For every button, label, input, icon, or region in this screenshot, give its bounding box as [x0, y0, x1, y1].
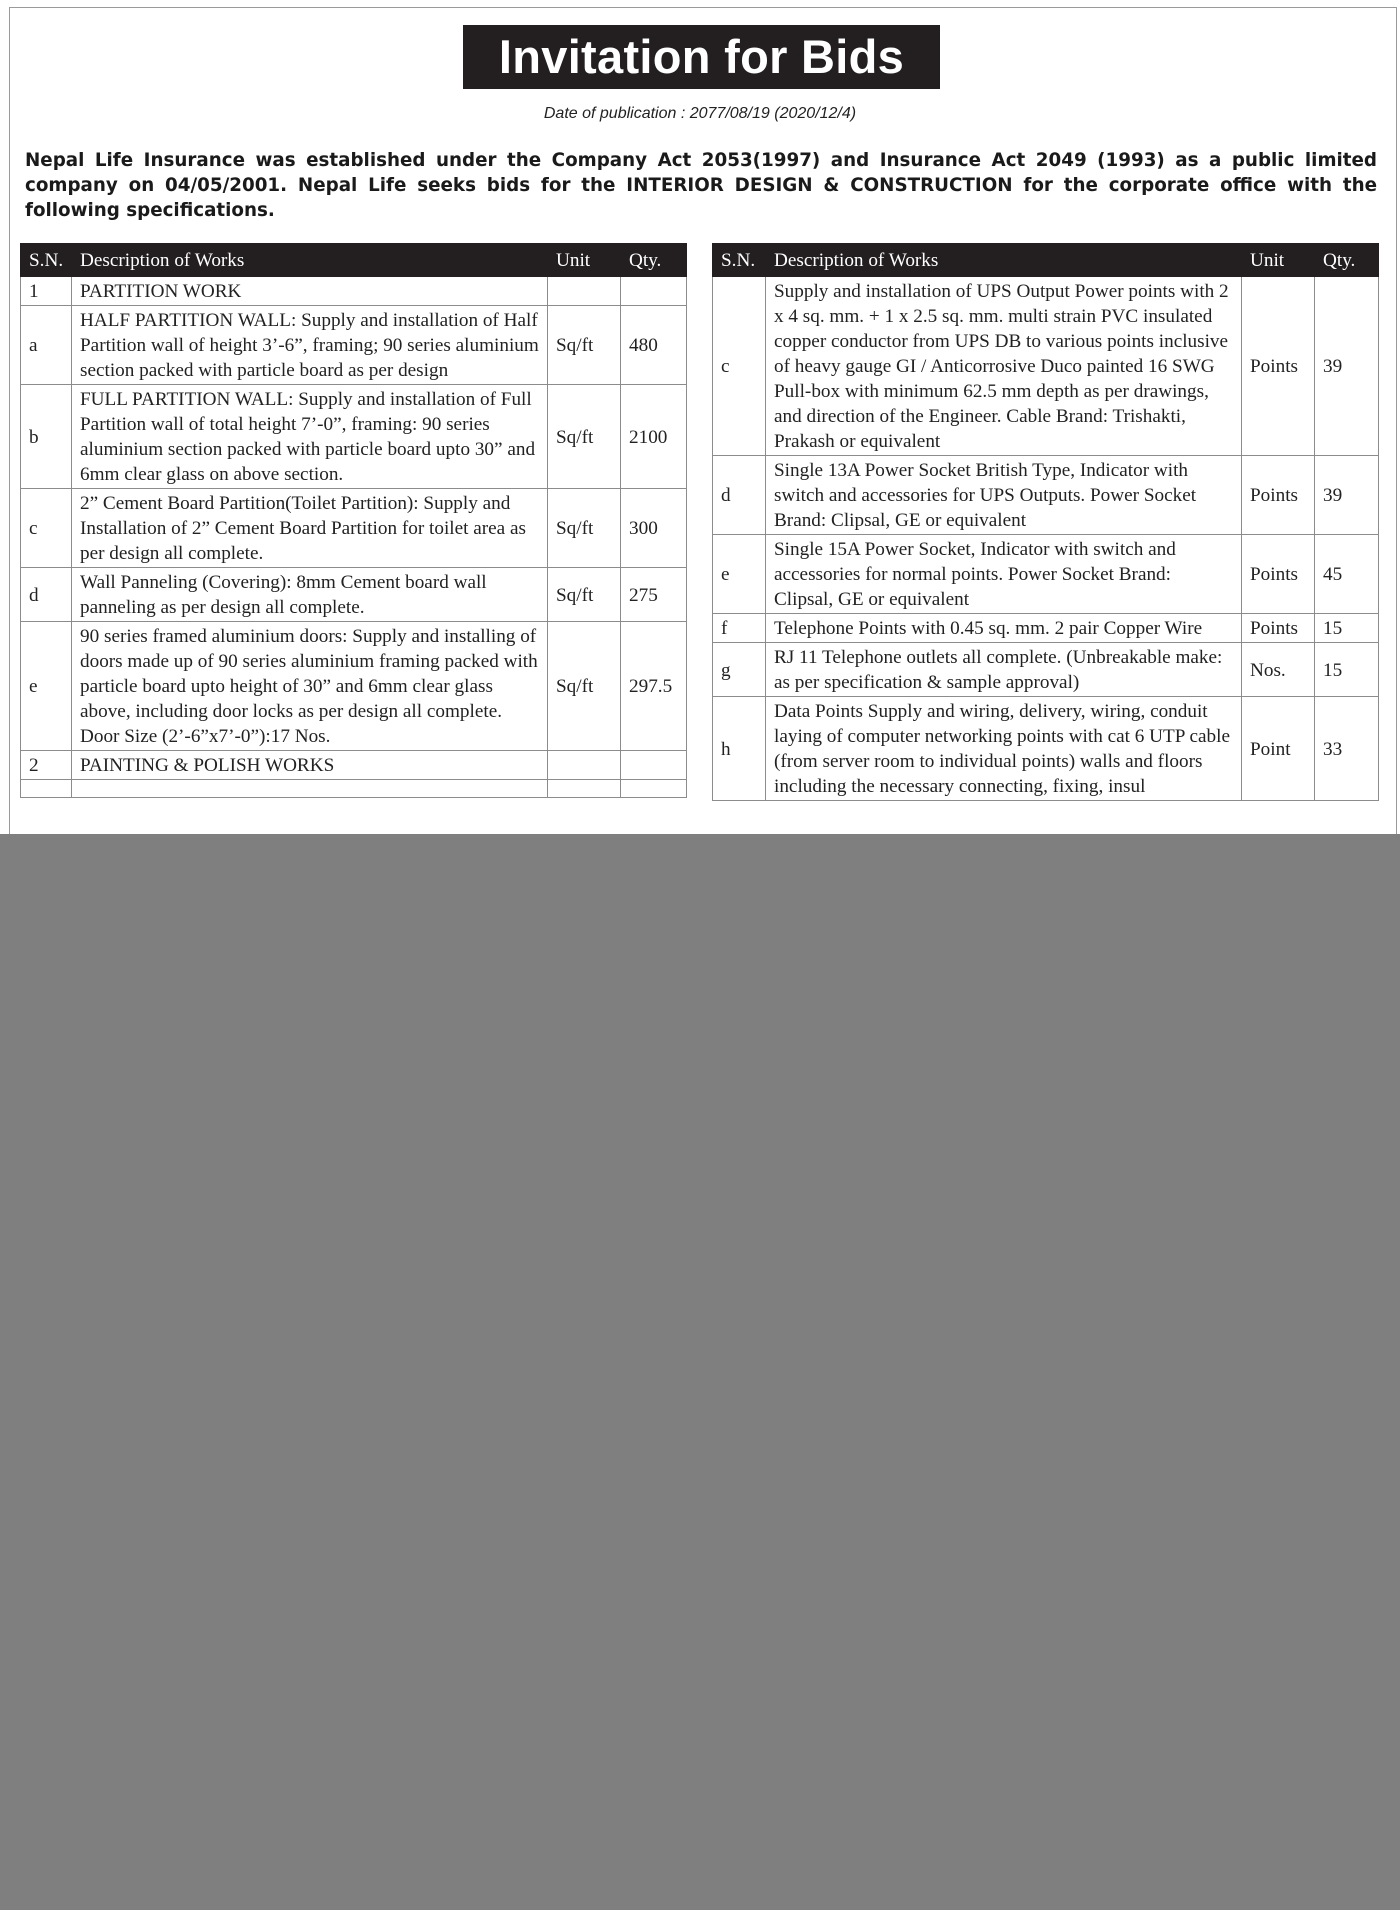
table-row [713, 277, 1379, 456]
row-sn: h [713, 697, 766, 801]
row-qty [621, 751, 687, 780]
table-row [21, 489, 687, 568]
row-qty: 15 [1315, 643, 1379, 697]
row-qty: 480 [621, 306, 687, 385]
column-header-qty: Qty. [621, 244, 687, 277]
row-description: 90 series framed aluminium doors: Supply and installing of doors made up of 90 series aluminium framing packed with particle board upto height of 30” and 6mm clear glass above, including door locks as per design all complete. Door Size (2’-6”x7’-0”):17 Nos. [72, 622, 548, 751]
column-header-description: Description of Works [766, 244, 1242, 277]
row-sn: c [713, 277, 766, 456]
row-description: Supply and installation of UPS Output Power points with 2 x 4 sq. mm. + 1 x 2.5 sq. mm. multi strain PVC insulated copper conductor from UPS DB to various points inclusive of heavy gauge GI / Anticorrosive Duco painted 16 SWG Pull-box with minimum 62.5 mm depth as per drawings, and direction of the Engineer. Cable Brand: Trishakti, Prakash or equivalent [766, 277, 1242, 456]
row-description: RJ 11 Telephone outlets all complete. (Unbreakable make: as per specification & sample approval) [766, 643, 1242, 697]
row-description: HALF PARTITION WALL: Supply and installation of Half Partition wall of height 3’-6”, framing; 90 series aluminium section packed with particle board as per design [72, 306, 548, 385]
table-header-row [21, 244, 687, 277]
row-sn: g [713, 643, 766, 697]
row-sn: d [713, 456, 766, 535]
column-header-description: Description of Works [72, 244, 548, 277]
row-sn: e [21, 622, 72, 751]
row-qty: 275 [621, 568, 687, 622]
row-qty: 39 [1315, 456, 1379, 535]
row-qty: 39 [1315, 277, 1379, 456]
specification-table-left [20, 243, 687, 798]
document-page [0, 0, 1400, 834]
row-description: Single 15A Power Socket, Indicator with switch and accessories for normal points. Power Socket Brand: Clipsal, GE or equivalent [766, 535, 1242, 614]
page-title: Invitation for Bids [463, 25, 940, 89]
row-unit [548, 277, 621, 306]
row-qty: 15 [1315, 614, 1379, 643]
row-unit: Points [1242, 535, 1315, 614]
row-unit: Points [1242, 456, 1315, 535]
table-row [21, 568, 687, 622]
table-row [713, 643, 1379, 697]
row-sn: d [21, 568, 72, 622]
row-description: Wall Panneling (Covering): 8mm Cement board wall panneling as per design all complete. [72, 568, 548, 622]
row-sn: b [21, 385, 72, 489]
row-qty: 300 [621, 489, 687, 568]
table-row [21, 306, 687, 385]
table-row-truncated [21, 780, 687, 798]
row-description: PAINTING & POLISH WORKS [72, 751, 548, 780]
row-qty: 33 [1315, 697, 1379, 801]
row-description: FULL PARTITION WALL: Supply and installation of Full Partition wall of total height 7’-0”, framing: 90 series aluminium section packed with particle board upto 30” and 6mm clear glass on above section. [72, 385, 548, 489]
specification-table-right [712, 243, 1379, 801]
row-unit: Points [1242, 277, 1315, 456]
row-description: 2” Cement Board Partition(Toilet Partition): Supply and Installation of 2” Cement Board Partition for toilet area as per design all complete. [72, 489, 548, 568]
row-sn: f [713, 614, 766, 643]
row-unit: Sq/ft [548, 568, 621, 622]
table-row [713, 614, 1379, 643]
row-unit: Sq/ft [548, 622, 621, 751]
row-unit [548, 751, 621, 780]
publication-date: Date of publication : 2077/08/19 (2020/12/4) [543, 105, 857, 122]
row-description: PARTITION WORK [72, 277, 548, 306]
row-sn: 2 [21, 751, 72, 780]
row-qty: 2100 [621, 385, 687, 489]
row-qty: 45 [1315, 535, 1379, 614]
column-header-sn: S.N. [21, 244, 72, 277]
column-header-unit: Unit [548, 244, 621, 277]
row-sn: c [21, 489, 72, 568]
table-header-row [713, 244, 1379, 277]
row-unit: Sq/ft [548, 385, 621, 489]
table-row [713, 697, 1379, 801]
row-unit: Points [1242, 614, 1315, 643]
row-sn: e [713, 535, 766, 614]
row-description: Data Points Supply and wiring, delivery, wiring, conduit laying of computer networking points with cat 6 UTP cable (from server room to individual points) walls and floors including the necessary connecting, fixing, insul [766, 697, 1242, 801]
row-unit: Sq/ft [548, 489, 621, 568]
column-header-sn: S.N. [713, 244, 766, 277]
row-qty [621, 277, 687, 306]
table-row [21, 751, 687, 780]
column-header-unit: Unit [1242, 244, 1315, 277]
row-unit: Nos. [1242, 643, 1315, 697]
row-unit: Sq/ft [548, 306, 621, 385]
table-row [21, 622, 687, 751]
row-sn: 1 [21, 277, 72, 306]
row-description: Telephone Points with 0.45 sq. mm. 2 pair Copper Wire [766, 614, 1242, 643]
table-row [21, 277, 687, 306]
row-qty: 297.5 [621, 622, 687, 751]
row-unit: Point [1242, 697, 1315, 801]
row-sn: a [21, 306, 72, 385]
table-row [713, 456, 1379, 535]
intro-paragraph: Nepal Life Insurance was established under the Company Act 2053(1997) and Insurance Act 2049 (1993) as a public limited company on 04/05/2001. Nepal Life seeks bids for the INTERIOR DESIGN & CONSTRUCTION for the corporate office with the following specifications. [25, 150, 1377, 221]
table-row [713, 535, 1379, 614]
row-description: Single 13A Power Socket British Type, Indicator with switch and accessories for UPS Outputs. Power Socket Brand: Clipsal, GE or equivalent [766, 456, 1242, 535]
column-header-qty: Qty. [1315, 244, 1379, 277]
table-row [21, 385, 687, 489]
